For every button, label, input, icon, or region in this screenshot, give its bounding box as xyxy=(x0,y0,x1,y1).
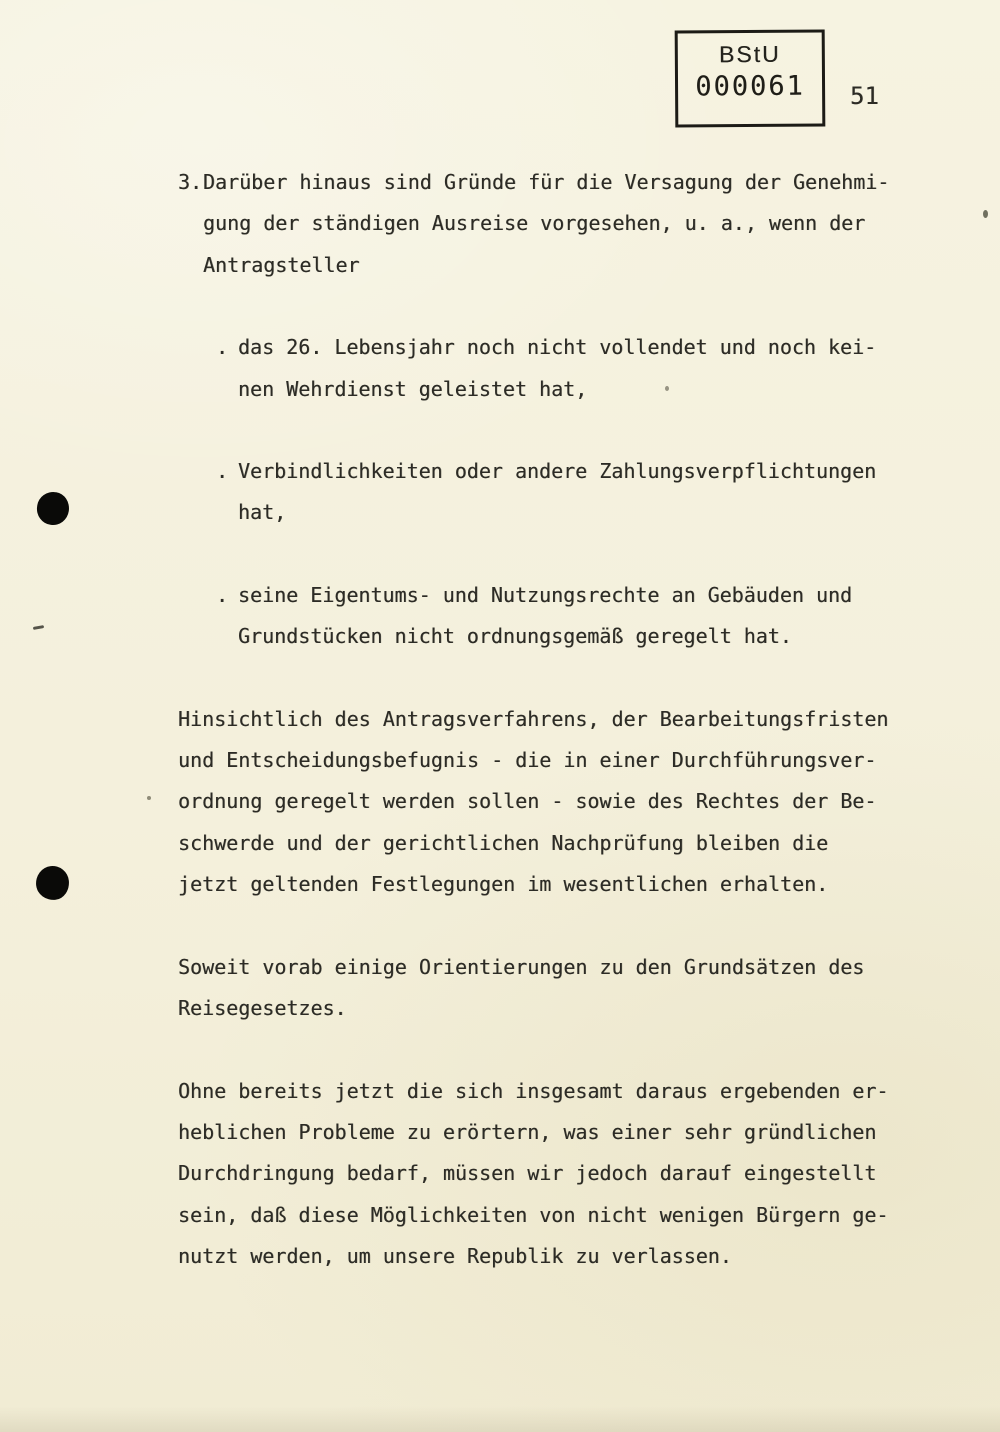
bullet-marker: . xyxy=(216,335,229,360)
bullet-text xyxy=(238,451,876,534)
bullet-text xyxy=(238,327,876,410)
text-line: und Entscheidungsbefugnis - die in einer Durchführungsver- xyxy=(178,748,877,773)
bullet-marker: . xyxy=(216,459,229,484)
text-line: das 26. Lebensjahr noch nicht vollendet und noch kei- xyxy=(238,335,877,360)
text-line: Antragsteller xyxy=(203,252,360,277)
bstu-stamp xyxy=(675,29,826,127)
item-text xyxy=(203,162,889,286)
text-line: Hinsichtlich des Antragsverfahrens, der Bearbeitungsfristen xyxy=(178,706,889,731)
text-line: hat, xyxy=(238,500,287,525)
bullet-list xyxy=(216,327,958,657)
numbered-item-3 xyxy=(178,162,958,286)
punch-hole-bottom xyxy=(34,864,70,901)
stamp-org-label: BStU xyxy=(718,40,781,68)
text-line: ordnung geregelt werden sollen - sowie des Rechtes der Be- xyxy=(178,789,877,814)
document-body xyxy=(178,162,958,1319)
text-line: nutzt werden, um unsere Republik zu verlassen. xyxy=(178,1244,732,1269)
scan-speck xyxy=(983,210,988,218)
bullet-item xyxy=(216,575,958,658)
text-line: seine Eigentums- und Nutzungsrechte an Gebäuden und xyxy=(238,582,853,607)
paragraph xyxy=(178,947,958,1030)
text-line: Ohne bereits jetzt die sich insgesamt daraus ergebenden er- xyxy=(178,1078,889,1103)
text-line: jetzt geltenden Festlegungen im wesentlichen erhalten. xyxy=(178,872,829,897)
bullet-item xyxy=(216,451,958,534)
bullet-text xyxy=(238,575,852,658)
bullet-item xyxy=(216,327,958,410)
text-line: Reisegesetzes. xyxy=(178,996,347,1021)
stamp-serial-number: 000061 xyxy=(695,70,805,103)
text-line: heblichen Probleme zu erörtern, was einer sehr gründlichen xyxy=(178,1119,877,1144)
scan-speck xyxy=(33,625,44,630)
punch-hole-top xyxy=(35,490,71,527)
paragraph xyxy=(178,1071,958,1278)
bullet-marker: . xyxy=(216,582,229,607)
text-line: Soweit vorab einige Orientierungen zu den Grundsätzen des xyxy=(178,954,865,979)
text-line: Grundstücken nicht ordnungsgemäß geregelt hat. xyxy=(238,624,792,649)
text-line: Verbindlichkeiten oder andere Zahlungsverpflichtungen xyxy=(238,459,877,484)
text-line: schwerde und der gerichtlichen Nachprüfung bleiben die xyxy=(178,830,829,855)
text-line: sein, daß diese Möglichkeiten von nicht wenigen Bürgern ge- xyxy=(178,1202,889,1227)
text-line: nen Wehrdienst geleistet hat, xyxy=(238,376,588,401)
item-number: 3. xyxy=(178,170,203,194)
paragraph xyxy=(178,699,958,906)
scan-speck xyxy=(147,796,151,800)
text-line: Durchdringung bedarf, müssen wir jedoch darauf eingestellt xyxy=(178,1161,877,1186)
text-line: gung der ständigen Ausreise vorgesehen, u. a., wenn der xyxy=(203,211,866,236)
text-line: Darüber hinaus sind Gründe für die Versagung der Genehmi- xyxy=(203,170,890,194)
page-number: 51 xyxy=(850,82,879,110)
